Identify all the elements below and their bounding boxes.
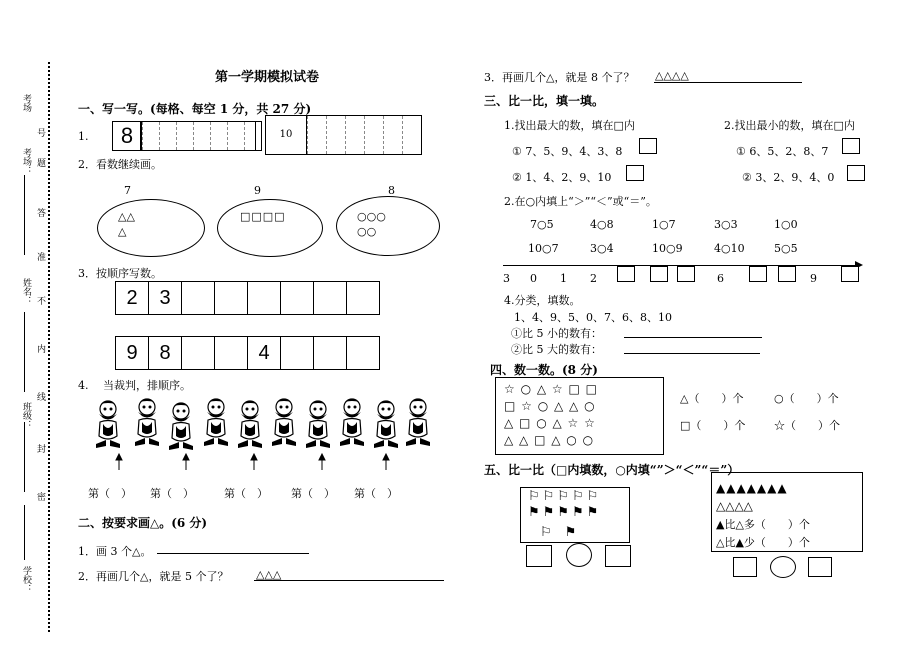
order-blank-4[interactable]: 第（ ） [291, 487, 335, 500]
binding-dotted-line [48, 62, 50, 632]
sequence-cell: 3 [148, 282, 181, 314]
margin-line [24, 422, 25, 492]
grid-cell-example: 10 [266, 116, 307, 154]
sequence-cell[interactable] [346, 337, 379, 369]
answer-box[interactable] [842, 138, 860, 154]
q1-number: 1. [78, 130, 89, 143]
answer-box[interactable] [626, 165, 644, 181]
flag-row-black: ⚑⚑⚑⚑⚑ [528, 505, 602, 520]
count-square[interactable]: □（ ）个 [680, 419, 746, 432]
page-title: 第一学期模拟试卷 [215, 70, 320, 85]
triangle-less[interactable]: △比▲少（ ）个 [716, 536, 810, 549]
tick-label: 6 [717, 272, 724, 285]
ellipse-3-shapes: ○○○ [357, 210, 386, 223]
sequence-cell[interactable] [214, 337, 247, 369]
drawing-ellipse-3[interactable] [336, 196, 440, 256]
sequence-cell: 9 [126, 341, 138, 364]
margin-label: 封 [35, 444, 45, 453]
section-3-heading: 三、比一比，填一填。 [484, 94, 605, 108]
q2-label: 2．看数继续画。 [78, 158, 162, 171]
ellipse-1-shapes: △△ [118, 210, 135, 223]
sequence-row-2[interactable] [115, 336, 380, 370]
duck-icon [135, 399, 159, 447]
sequence-cell[interactable] [247, 282, 280, 314]
section-2-heading: 二、按要求画△。(6 分) [78, 516, 208, 530]
writing-grid-2[interactable] [265, 115, 422, 155]
number-line-box[interactable] [617, 266, 635, 282]
count-circle[interactable]: ○（ ）个 [774, 392, 839, 405]
duck-icon [169, 403, 193, 451]
sequence-cell[interactable] [181, 337, 214, 369]
s3-r2a: ② 1、4、2、9、10 [512, 171, 612, 184]
ellipse-3-shapes: ○○ [357, 225, 377, 238]
flag-answer-box[interactable] [605, 545, 631, 567]
s3-q4: 4.分类，填数。 [504, 294, 581, 307]
sequence-cell: 8 [148, 337, 181, 369]
margin-label: 答 [35, 208, 45, 217]
triangle-row-black: ▲▲▲▲▲▲▲ [716, 481, 788, 495]
compare-item[interactable]: 5○5 [774, 242, 798, 255]
order-blank-3[interactable]: 第（ ） [224, 487, 268, 500]
tick-label: 2 [590, 272, 597, 285]
duck-icon [204, 399, 228, 447]
drawing-ellipse-1[interactable] [97, 199, 205, 257]
margin-label: 考场： [21, 148, 31, 175]
number-line-box[interactable] [841, 266, 859, 282]
margin-label: 密 [35, 492, 45, 501]
q4-label: 4. 当裁判，排顺序。 [78, 379, 191, 392]
sequence-cell[interactable] [313, 282, 346, 314]
s3-r2b: ② 3、2、9、4、0 [742, 171, 835, 184]
order-blank-5[interactable]: 第（ ） [354, 487, 398, 500]
s2-q3-answer-line[interactable] [654, 82, 802, 83]
margin-label: 考场 [21, 94, 31, 112]
s3-q2: 2.在○内填上“＞”“＜”或“＝”。 [504, 195, 657, 208]
s3-q1b: 2.找出最小的数，填在□内 [724, 119, 855, 132]
s2-q3: 3．再画几个△，就是 8 个了？ [484, 71, 635, 84]
answer-box[interactable] [639, 138, 657, 154]
compare-item[interactable]: 10○7 [528, 242, 559, 255]
s3-q4b-line[interactable] [624, 353, 760, 354]
triangle-compare-circle[interactable] [770, 556, 796, 578]
count-star[interactable]: ☆（ ）个 [774, 419, 840, 432]
ellipse-1-shapes: △ [118, 225, 127, 238]
margin-line [24, 505, 25, 560]
ellipse-2-shapes: □□□□ [240, 210, 286, 223]
compare-item[interactable]: 10○9 [652, 242, 683, 255]
duck-icon [406, 399, 430, 447]
margin-label: 学校： [21, 566, 31, 593]
margin-label: 准 [35, 252, 45, 261]
flag-row-mixed: ⚐ ⚑ [540, 525, 577, 540]
s2-q2-answer-line[interactable] [254, 580, 444, 581]
shape-row: □ ☆ ○ △ △ ○ [504, 399, 596, 413]
triangle-row-white: △△△△ [716, 499, 753, 513]
drawing-ellipse-2[interactable] [217, 199, 323, 257]
sequence-cell[interactable] [214, 282, 247, 314]
s2-q1-answer-line[interactable] [157, 553, 309, 554]
shape-row: △ △ □ △ ○ ○ [504, 433, 595, 447]
section-1-heading: 一、写一写。(每格、每空 1 分，共 27 分) [78, 102, 312, 116]
duck-icon [306, 401, 330, 449]
shape-row: △ □ ○ △ ☆ ☆ [504, 416, 596, 430]
tick-label: 0 [530, 272, 537, 285]
compare-item[interactable]: 3○4 [590, 242, 614, 255]
shape-row: ☆ ○ △ ☆ □ □ [504, 382, 598, 396]
answer-box[interactable] [847, 165, 865, 181]
margin-label: 班级： [21, 402, 31, 429]
s3-q4b: ②比 5 大的数有： [511, 343, 602, 356]
duck-icon [374, 401, 398, 449]
sequence-cell: 4 [247, 337, 280, 369]
sequence-cell[interactable] [313, 337, 346, 369]
sequence-cell[interactable] [181, 282, 214, 314]
sequence-cell[interactable] [346, 282, 379, 314]
margin-label: 题 [35, 158, 45, 167]
s3-q4-numbers: 1、4、9、5、0、7、6、8、10 [514, 311, 672, 324]
grid-cell-example: 8 [113, 122, 142, 150]
s2-q2: 2．再画几个△，就是 5 个了？ [78, 570, 229, 583]
number-line-box[interactable] [778, 266, 796, 282]
s2-q3-given: △△△△ [655, 69, 689, 82]
duck-icon [340, 399, 364, 447]
ellipse-number-3: 8 [388, 184, 395, 197]
ellipse-number-2: 9 [254, 184, 261, 197]
tick-label: 1 [560, 272, 567, 285]
s2-q1: 1．画 3 个△。 [78, 545, 152, 558]
q3-label: 3．按顺序写数。 [78, 267, 162, 280]
margin-label: 号 [35, 128, 45, 137]
number-line-box[interactable] [677, 266, 695, 282]
s3-r1b: ① 6、5、2、8、7 [736, 145, 829, 158]
number-line-box[interactable] [650, 266, 668, 282]
s3-q1a: 1.找出最大的数，填在□内 [504, 119, 635, 132]
duck-row [95, 396, 440, 478]
s2-q2-given: △△△ [256, 568, 282, 581]
compare-item[interactable]: 4○8 [590, 218, 614, 231]
duck-icon [238, 401, 262, 449]
sequence-cell[interactable] [280, 337, 313, 369]
sequence-row-1[interactable] [115, 281, 380, 315]
flag-answer-box[interactable] [526, 545, 552, 567]
duck-icon [272, 399, 296, 447]
triangle-answer-box[interactable] [808, 557, 832, 577]
sequence-cell[interactable] [280, 282, 313, 314]
margin-label: 姓名： [21, 278, 31, 305]
order-blank-2[interactable]: 第（ ） [150, 487, 194, 500]
margin-line [24, 312, 25, 392]
compare-item[interactable]: 1○7 [652, 218, 676, 231]
order-blank-1[interactable]: 第（ ） [88, 487, 132, 500]
tick-label: 9 [810, 272, 817, 285]
s3-r1a: ① 7、5、9、4、3、8 [512, 145, 623, 158]
section-4-heading: 四、数一数。(8 分) [490, 363, 598, 377]
number-line-box[interactable] [749, 266, 767, 282]
flag-row-white: ⚐⚐⚐⚐⚐ [528, 489, 602, 504]
writing-grid-1-outer [140, 121, 256, 151]
margin-label: 不 [35, 296, 45, 305]
duck-icon [96, 401, 120, 449]
triangle-answer-box[interactable] [733, 557, 757, 577]
margin-line [24, 175, 25, 255]
section-5-heading: 五、比一比（□内填数，○内填“”＞“＜”“＝”） [484, 463, 740, 477]
flag-compare-circle[interactable] [566, 543, 592, 567]
compare-item[interactable]: 7○5 [530, 218, 554, 231]
compare-item[interactable]: 3○3 [714, 218, 738, 231]
sequence-cell: 2 [126, 286, 138, 309]
count-triangle[interactable]: △（ ）个 [680, 392, 744, 405]
s3-q4a-line[interactable] [624, 337, 762, 338]
compare-item[interactable]: 1○0 [774, 218, 798, 231]
margin-label: 线 [35, 392, 45, 401]
compare-item[interactable]: 4○10 [714, 242, 745, 255]
margin-label: 内 [35, 344, 45, 353]
triangle-more[interactable]: ▲比△多（ ）个 [716, 518, 810, 531]
ellipse-number-1: 7 [124, 184, 131, 197]
tick-label: 3 [503, 272, 510, 285]
s3-q4a: ①比 5 小的数有： [511, 327, 602, 340]
